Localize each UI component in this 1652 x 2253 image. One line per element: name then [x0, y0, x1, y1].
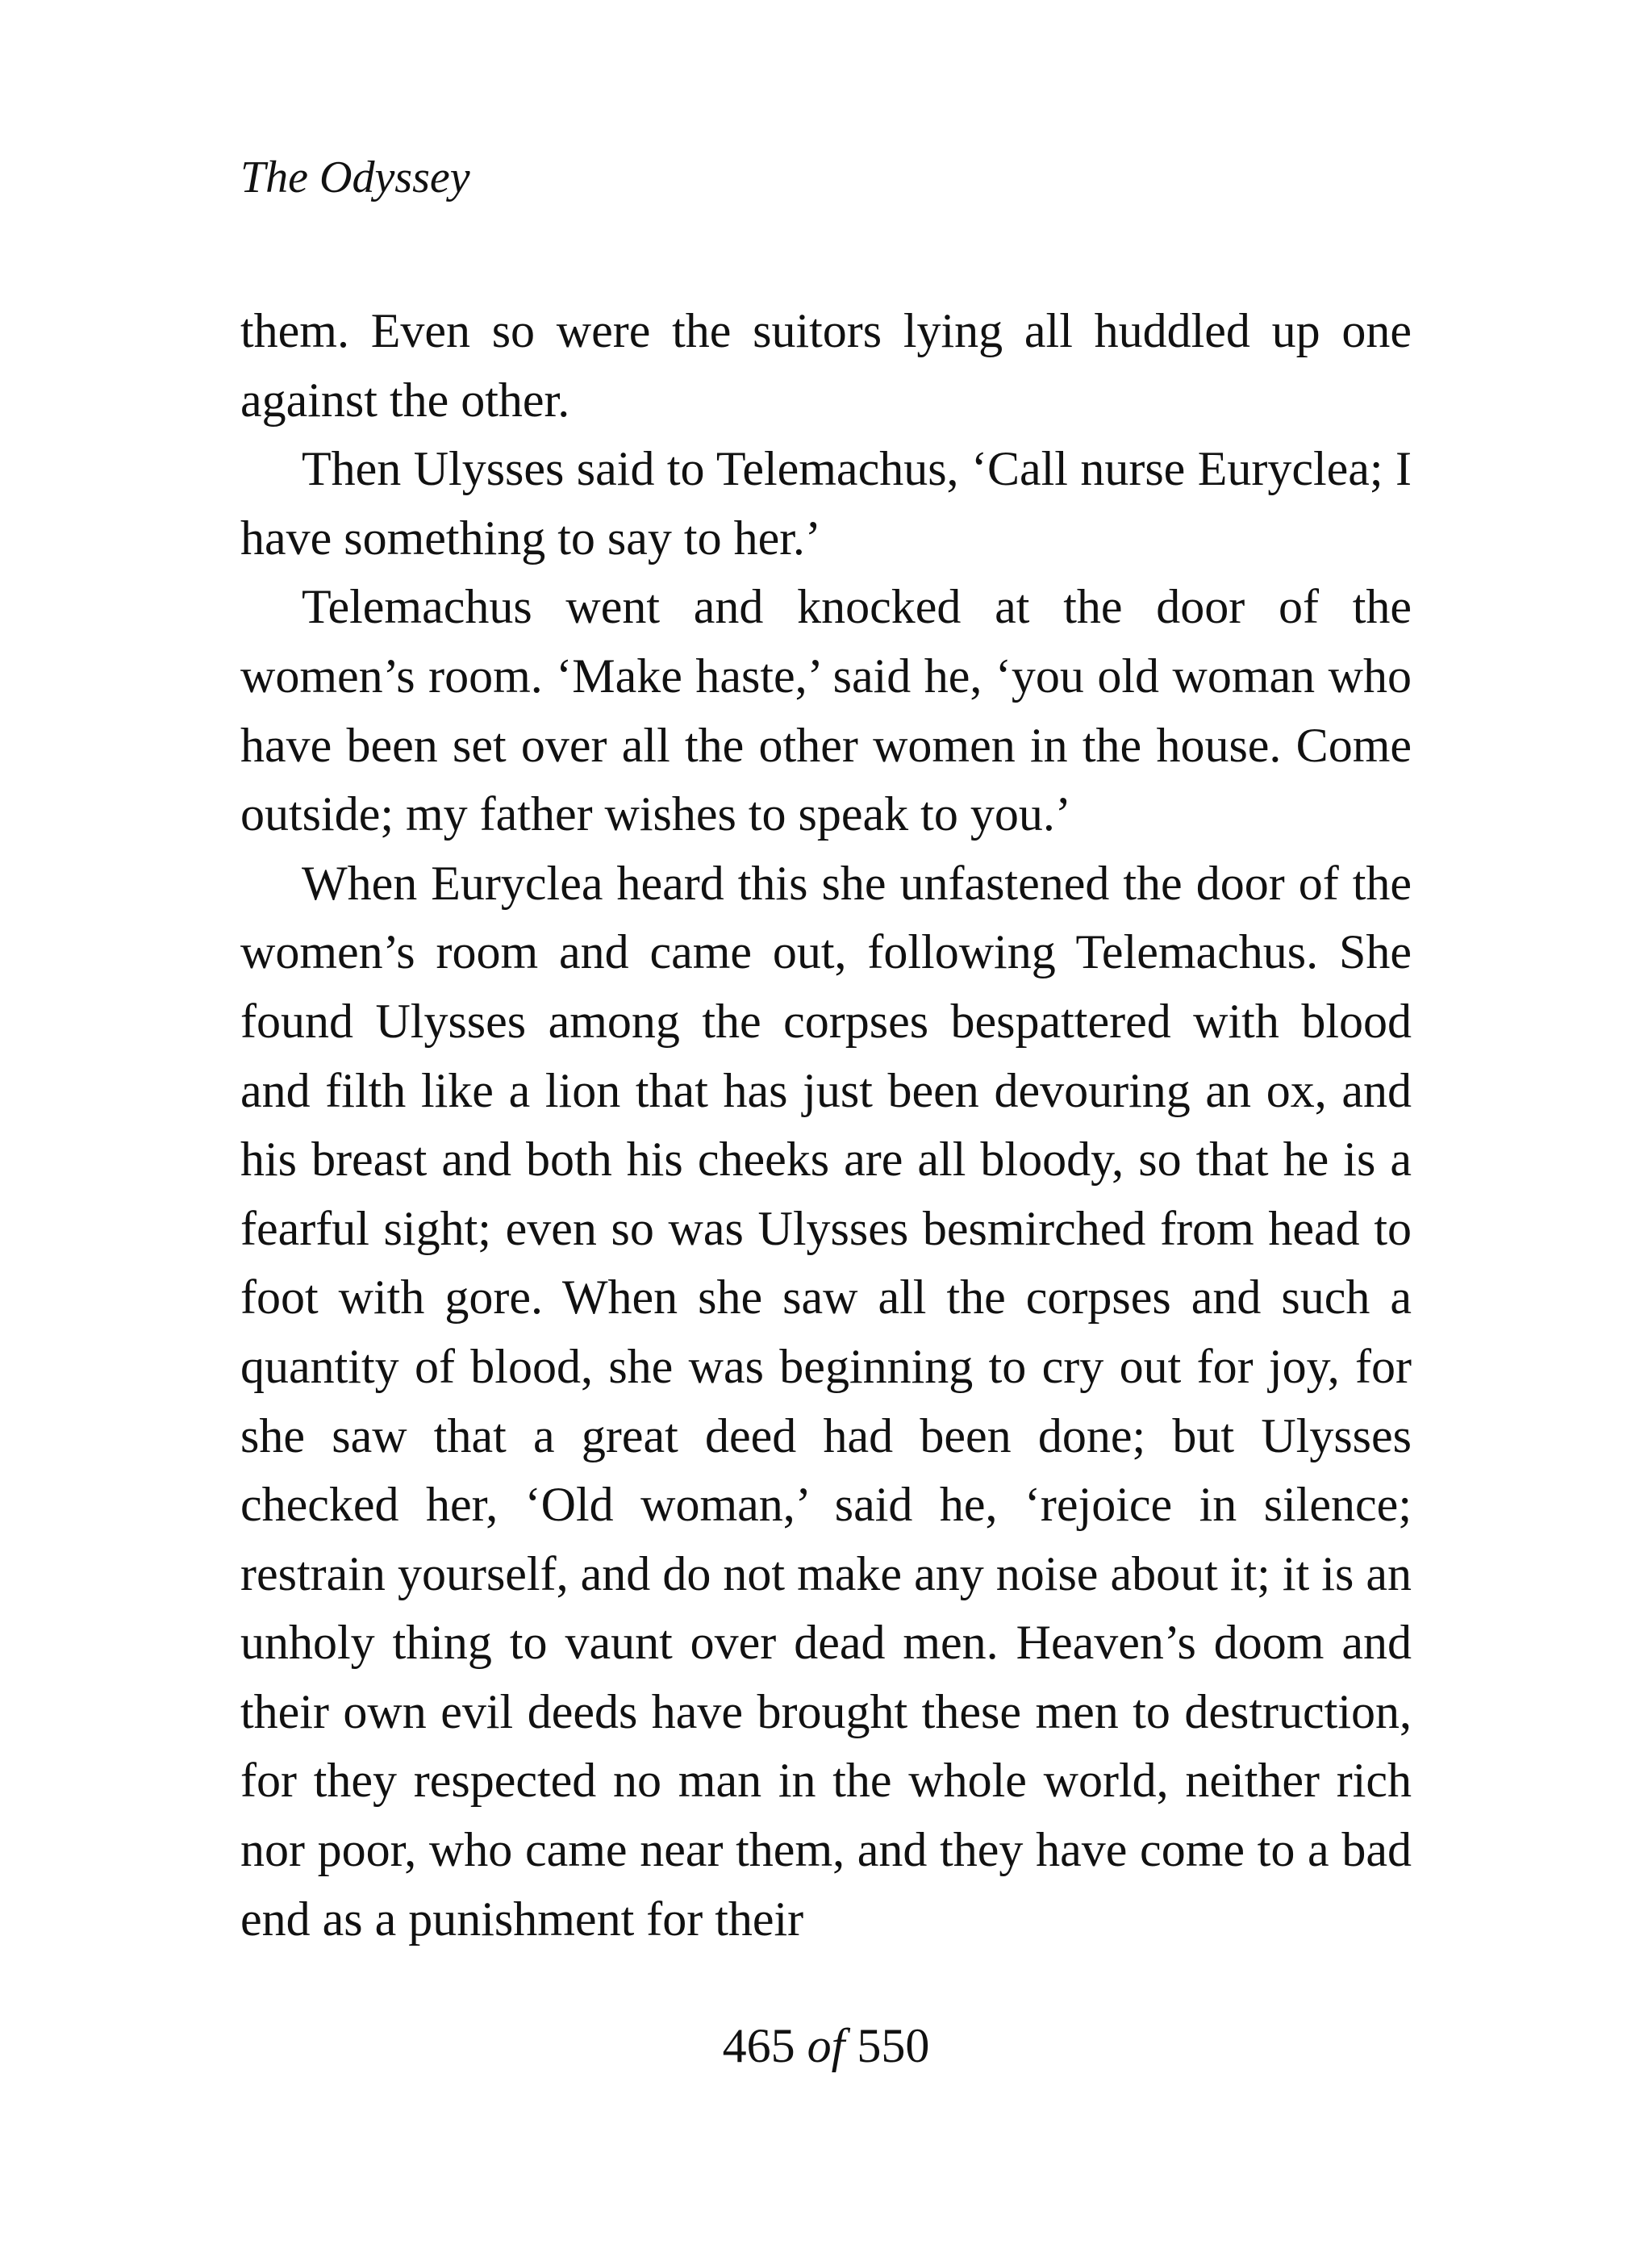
paragraph-continuation: them. Even so were the suitors lying all huddled up one against the other.: [240, 304, 1412, 427]
paragraph: Telemachus went and knocked at the door of the women’s room. ‘Make haste,’ said he, ‘you old woman who have been set over all the other women in the house. Come outside; my father wishes to speak to you.’: [240, 580, 1412, 841]
current-page-number: 465: [722, 2019, 795, 2072]
body-text: [240, 297, 1412, 1954]
paragraph: When Euryclea heard this she unfastened the door of the women’s room and came out, following Telemachus. She found Ulysses among the corpses bespattered with blood and filth like a lion that has just been devouring an ox, and his breast and both his cheeks are all bloody, so that he is a fearful sight; even so was Ulysses besmirched from head to foot with gore. When she saw all the corpses and such a quantity of blood, she was beginning to cry out for joy, for she saw that a great deed had been done; but Ulysses checked her, ‘Old woman,’ said he, ‘rejoice in silence; restrain yourself, and do not make any noise about it; it is an unholy thing to vaunt over dead men. Heaven’s doom and their own evil deeds have brought these men to destruction, for they respected no man in the whole world, neither rich nor poor, who came near them, and they have come to a bad end as a punishment for their: [240, 856, 1412, 1946]
paragraph: Then Ulysses said to Telemachus, ‘Call nurse Euryclea; I have something to say to her.’: [240, 442, 1412, 565]
page-number: [0, 2017, 1652, 2075]
total-pages-number: 550: [857, 2019, 930, 2072]
page-of-word: of: [807, 2019, 845, 2072]
running-header-title: The Odyssey: [240, 152, 470, 202]
